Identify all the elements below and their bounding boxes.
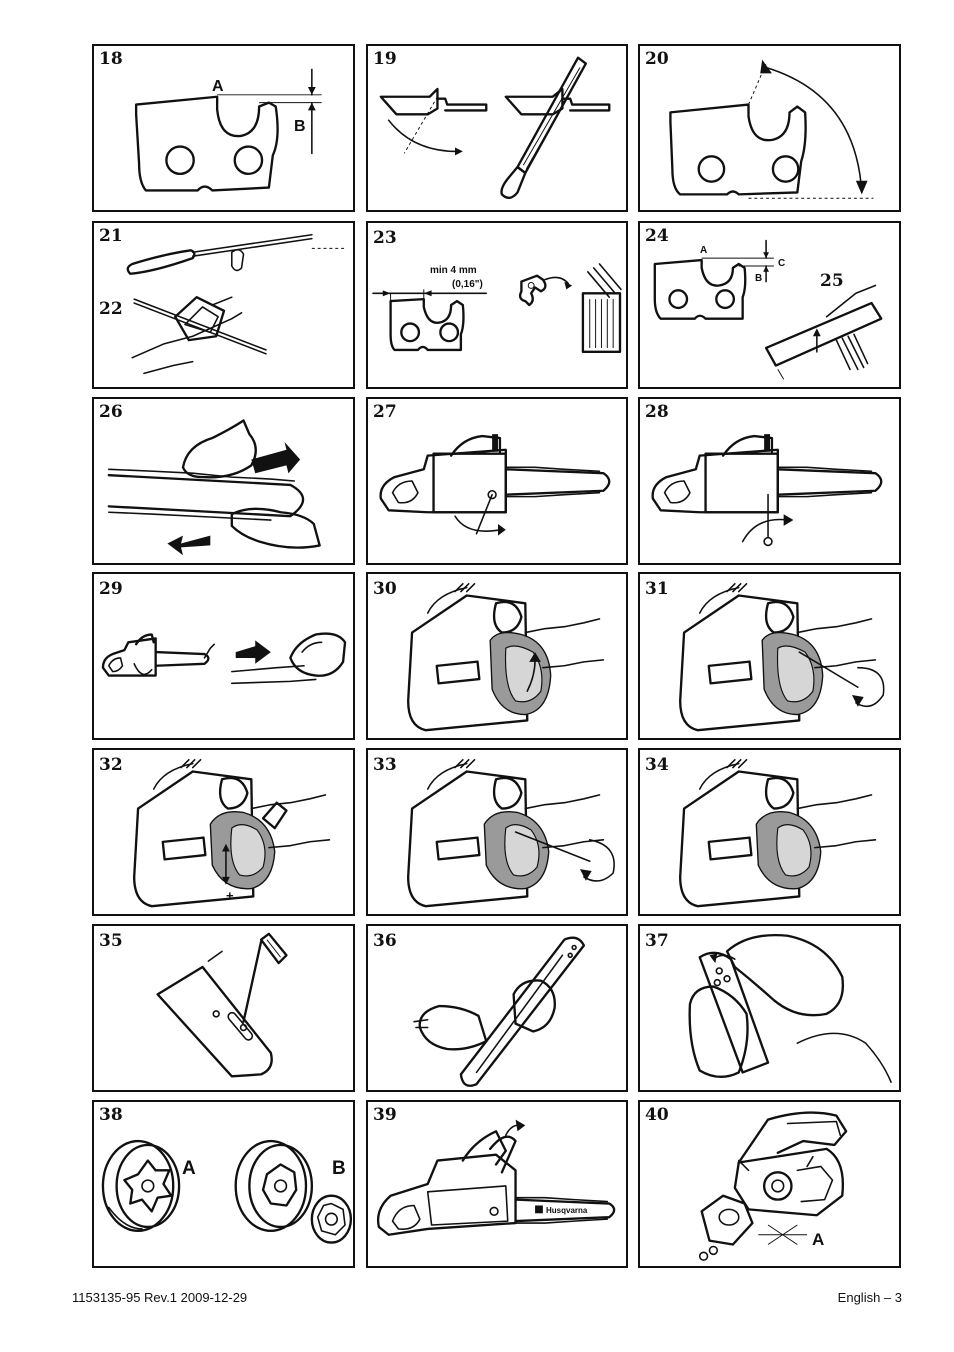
figure-30 xyxy=(366,572,628,740)
figure-23 xyxy=(366,221,628,389)
figure-34 xyxy=(638,748,901,916)
label-a: A xyxy=(212,78,224,95)
figure-39 xyxy=(366,1100,628,1268)
figure-number: 39 xyxy=(373,1105,397,1125)
figure-number: 27 xyxy=(373,402,397,422)
figure-32 xyxy=(92,748,355,916)
depth-gauge-tool-drawing xyxy=(640,223,899,387)
chain-brake-cover-drawing xyxy=(368,574,626,738)
figure-number: 40 xyxy=(645,1105,669,1125)
clutch-cover-removal-drawing xyxy=(640,1102,899,1266)
figure-number: 24 xyxy=(645,226,669,246)
figure-37 xyxy=(638,924,901,1092)
figure-number: 18 xyxy=(99,49,123,69)
min-clearance-label: min 4 mm xyxy=(430,265,477,276)
figure-19 xyxy=(366,44,628,212)
figure-28 xyxy=(638,397,901,565)
figure-number: 38 xyxy=(99,1105,123,1125)
label-a: A xyxy=(812,1230,825,1249)
figure-number: 20 xyxy=(645,49,669,69)
label-c: C xyxy=(778,258,786,269)
figure-18 xyxy=(92,44,355,212)
chain-tension-hand-drawing xyxy=(94,399,353,563)
figure-number: 25 xyxy=(820,271,844,291)
rotate-knob-drawing xyxy=(368,750,626,914)
figure-number: 33 xyxy=(373,755,397,775)
figure-number: 26 xyxy=(99,402,123,422)
chainsaw-tension-screw-drawing xyxy=(368,399,626,563)
figure-number: 30 xyxy=(373,579,397,599)
figure-number: 32 xyxy=(99,755,123,775)
label-b: B xyxy=(332,1158,346,1179)
figure-24-25 xyxy=(638,221,901,389)
figure-21-22 xyxy=(92,221,355,389)
file-and-guide-drawing xyxy=(94,223,353,387)
figure-number: 19 xyxy=(373,49,397,69)
figure-number: 35 xyxy=(99,931,123,951)
chainsaw-tension-tool-drawing xyxy=(640,399,899,563)
figure-number: 22 xyxy=(99,299,123,319)
page-number: English – 3 xyxy=(837,1290,902,1305)
bar-screwdriver-drawing xyxy=(94,926,353,1090)
figure-35 xyxy=(92,924,355,1092)
figure-number: 28 xyxy=(645,402,669,422)
chain-brake-knob-drawing xyxy=(640,574,899,738)
label-b: B xyxy=(755,273,763,284)
figure-number: 21 xyxy=(99,226,123,246)
worn-cutter-drawing xyxy=(368,223,626,387)
adjust-screw-drawing xyxy=(94,750,353,914)
chain-cutter-angle-drawing xyxy=(640,46,899,210)
figure-number: 36 xyxy=(373,931,397,951)
min-clearance-inch-label: (0,16") xyxy=(452,279,483,290)
plus-label: + xyxy=(226,888,234,903)
chain-cutter-depth-drawing xyxy=(94,46,353,210)
chainsaw-brake-drawing xyxy=(368,1102,626,1266)
figure-36 xyxy=(366,924,628,1092)
figure-38 xyxy=(92,1100,355,1268)
sprocket-types-drawing xyxy=(94,1102,353,1266)
figure-26 xyxy=(92,397,355,565)
figure-number: 34 xyxy=(645,755,669,775)
figure-number: 31 xyxy=(645,579,669,599)
figure-40 xyxy=(638,1100,901,1268)
label-a: A xyxy=(700,245,708,256)
figure-number: 37 xyxy=(645,931,669,951)
figure-31 xyxy=(638,572,901,740)
figure-27 xyxy=(366,397,628,565)
document-reference: 1153135-95 Rev.1 2009-12-29 xyxy=(72,1290,248,1305)
figure-33 xyxy=(366,748,628,916)
depth-gauge-file-drawing xyxy=(368,46,626,210)
brand-label: Husqvarna xyxy=(546,1206,588,1215)
figure-20 xyxy=(638,44,901,212)
figure-number: 29 xyxy=(99,579,123,599)
figure-29 xyxy=(92,572,355,740)
figure-number: 23 xyxy=(373,228,397,248)
bar-clean-drawing xyxy=(640,926,899,1090)
bar-turning-drawing xyxy=(368,926,626,1090)
label-a: A xyxy=(182,1158,196,1179)
label-b: B xyxy=(294,118,306,135)
cover-fitted-drawing xyxy=(640,750,899,914)
chain-pull-check-drawing xyxy=(94,574,353,738)
